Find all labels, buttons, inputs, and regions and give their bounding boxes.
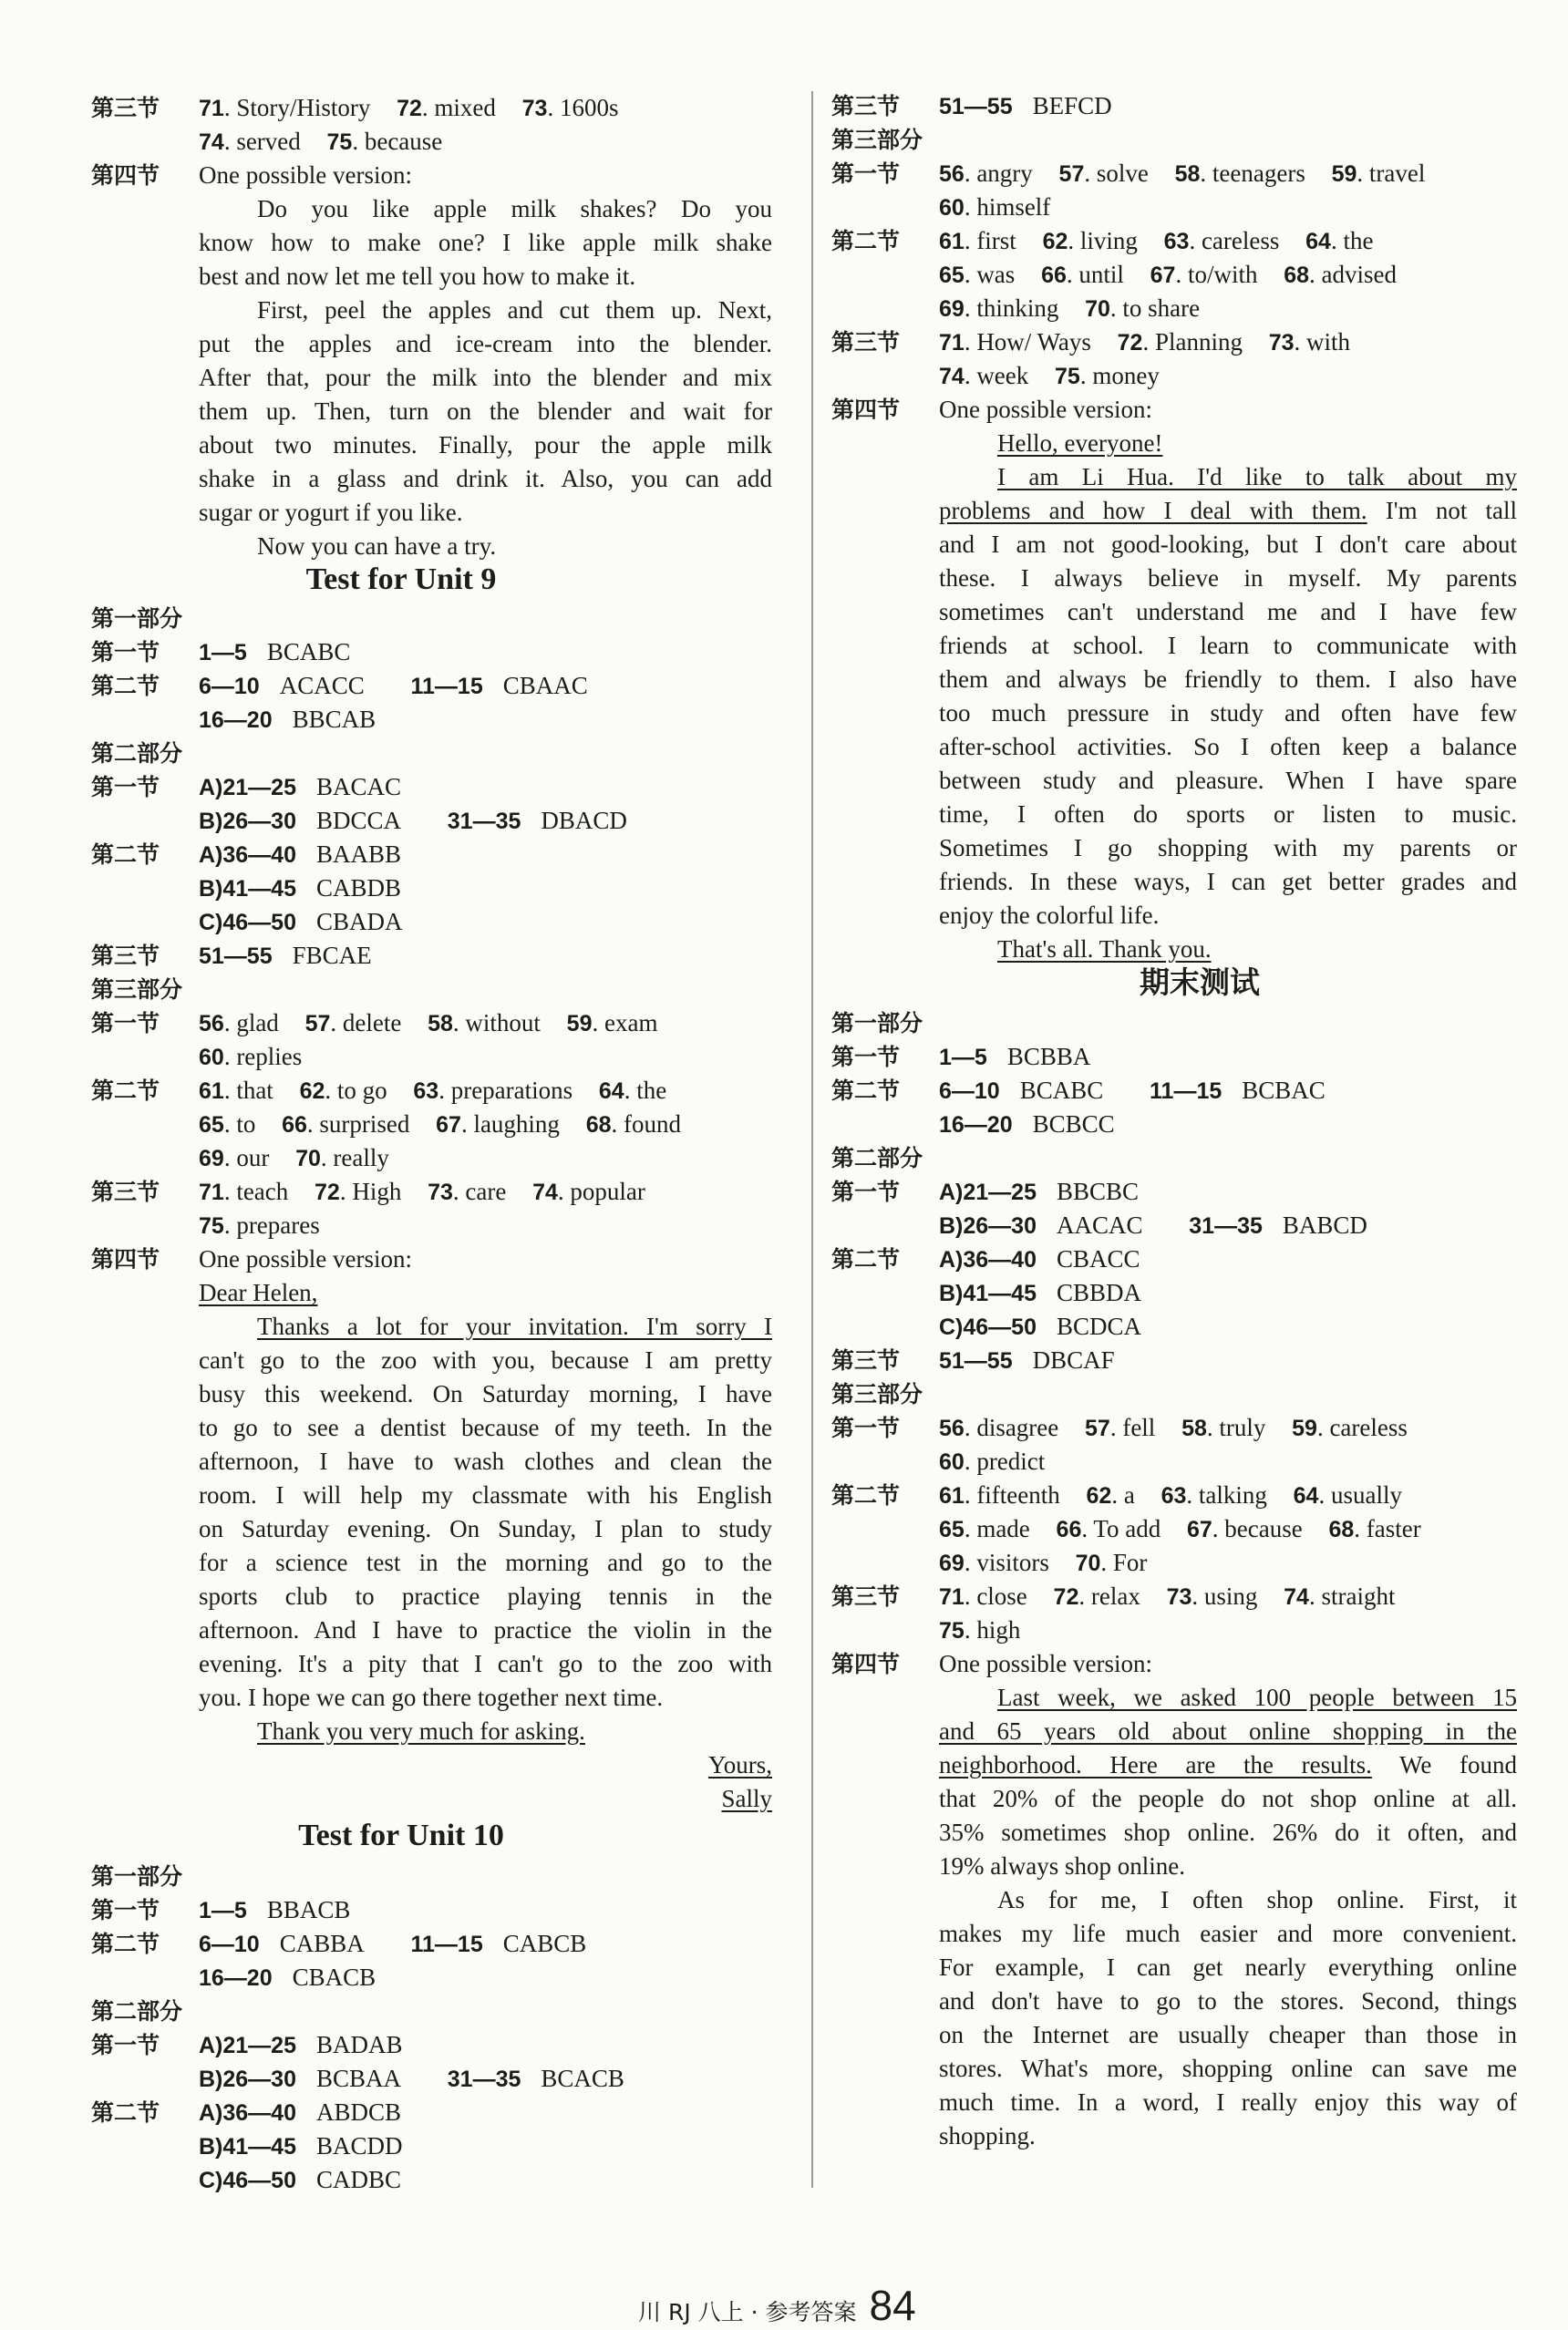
answer-row: 51—55 FBCAE xyxy=(199,942,372,969)
answer-row: 第二节 xyxy=(831,1246,901,1273)
answer-row: 6—10 BCABC 11—15 BCBAC xyxy=(939,1077,1326,1104)
answer-row: 第一节 xyxy=(91,2032,160,2058)
answer-row: 第二节 xyxy=(91,1931,160,1957)
answer-row: 74. served 75. because xyxy=(199,128,443,155)
part-label: 第三部分 xyxy=(831,127,923,153)
answer-row: 56. disagree 57. fell 58. truly 59. careless xyxy=(939,1414,1408,1441)
answer-row: B)41—45 CABDB xyxy=(199,874,402,902)
answer-row: 第三节 xyxy=(831,93,901,119)
answer-row: A)21—25 BACAC xyxy=(199,773,402,800)
answer-row: C)46—50 CBADA xyxy=(199,908,403,935)
answer-row: 60. predict xyxy=(939,1448,1046,1475)
answer-row: 第一节 xyxy=(831,1044,901,1070)
speech-line: Sometimes I go shopping with my parents or xyxy=(939,834,1517,861)
essay-line: shopping. xyxy=(939,2122,1036,2150)
answer-row: 61. fifteenth 62. a 63. talking 64. usually xyxy=(939,1481,1402,1509)
answer-row: 第二节 xyxy=(91,1077,160,1104)
letter-greeting: Dear Helen, xyxy=(199,1279,318,1306)
section-title: 期末测试 xyxy=(1140,964,1260,1000)
letter-line: afternoon. And I have to practice the violin in the xyxy=(199,1616,772,1644)
essay-line: makes my life much easier and more convenient. xyxy=(939,1920,1517,1947)
letter-line: for a science test in the morning and go to the xyxy=(199,1549,772,1576)
letter-line: to go to see a dentist because of my teeth. In the xyxy=(199,1414,772,1441)
footer-label: 川 RJ 八上 · 参考答案 xyxy=(638,2299,857,2325)
section-label: 第四节 xyxy=(831,397,901,423)
answer-row: 69. thinking 70. to share xyxy=(939,294,1201,322)
answer-row: A)21—25 BBCBC xyxy=(939,1178,1140,1205)
letter-line: evening. It's a pity that I can't go to the zoo with xyxy=(199,1650,772,1677)
answer-row: 51—55 DBCAF xyxy=(939,1346,1115,1374)
answer-row: A)36—40 BAABB xyxy=(199,840,402,868)
essay-line: on the Internet are usually cheaper than those in xyxy=(939,2021,1517,2048)
answer-row: 第一节 xyxy=(91,774,160,800)
speech-line: friends at school. I learn to communicate with xyxy=(939,632,1517,659)
column-divider xyxy=(811,91,813,2188)
answer-row: 69. visitors 70. For xyxy=(939,1549,1148,1576)
section-label: 第四节 xyxy=(91,162,160,189)
answer-row: 第二节 xyxy=(91,841,160,868)
answer-row: 第二节 xyxy=(831,228,901,254)
answer-row: 第二节 xyxy=(91,673,160,699)
essay-line: put the apples and ice-cream into the blender. xyxy=(199,330,772,357)
speech-line: them and always be friendly to them. I also have xyxy=(939,665,1517,693)
part-label: 第三部分 xyxy=(91,976,183,1003)
section-title: Test for Unit 10 xyxy=(298,1819,504,1852)
answer-row: 69. our 70. really xyxy=(199,1144,389,1171)
answer-row: 6—10 ACACC 11—15 CBAAC xyxy=(199,672,588,699)
answer-row: 第三节 xyxy=(831,329,901,356)
answer-row: 56. glad 57. delete 58. without 59. exam xyxy=(199,1009,658,1036)
answer-row: B)41—45 BACDD xyxy=(199,2132,403,2160)
speech-line: I am Li Hua. I'd like to talk about my xyxy=(997,463,1517,490)
section-label: 第四节 xyxy=(831,1651,901,1677)
essay-intro: One possible version: xyxy=(939,396,1152,423)
section-label: 第四节 xyxy=(91,1246,160,1273)
answer-row: 51—55 BEFCD xyxy=(939,92,1112,119)
letter-line: on Saturday evening. On Sunday, I plan to study xyxy=(199,1515,772,1542)
part-label: 第二部分 xyxy=(91,740,183,767)
essay-line: stores. What's more, shopping online can save me xyxy=(939,2055,1517,2082)
letter-signature: Sally xyxy=(721,1785,772,1812)
essay-line: sugar or yogurt if you like. xyxy=(199,499,463,526)
essay-line: best and now let me tell you how to make it. xyxy=(199,263,636,290)
essay-line: that 20% of the people do not shop online at all. xyxy=(939,1785,1517,1812)
answer-row: A)21—25 BADAB xyxy=(199,2031,403,2058)
answer-row: 16—20 CBACB xyxy=(199,1964,377,1991)
answer-row: B)26—30 BDCCA 31—35 DBACD xyxy=(199,807,627,834)
speech-line: between study and pleasure. When I have spare xyxy=(939,767,1517,794)
essay-line: know how to make one? I like apple milk shake xyxy=(199,229,772,256)
answer-row: 71. Story/History 72. mixed 73. 1600s xyxy=(199,94,619,121)
page-number: 84 xyxy=(869,2282,916,2329)
part-label: 第一部分 xyxy=(91,1863,183,1890)
answer-row: 第三节 xyxy=(91,943,160,969)
letter-signoff: Yours, xyxy=(707,1751,772,1778)
speech-closing: That's all. Thank you. xyxy=(997,935,1212,963)
answer-row: 16—20 BCBCC xyxy=(939,1110,1115,1138)
essay-line: 35% sometimes shop online. 26% do it often, and xyxy=(939,1819,1517,1846)
speech-line: sometimes can't understand me and I have few xyxy=(939,598,1517,625)
essay-line: After that, pour the milk into the blender and mix xyxy=(199,364,772,391)
answer-row: 第一节 xyxy=(831,1179,901,1205)
answer-row: 第一节 xyxy=(831,160,901,187)
letter-line: Thank you very much for asking. xyxy=(257,1717,585,1745)
essay-intro: One possible version: xyxy=(199,161,412,189)
answer-row: 16—20 BBCAB xyxy=(199,706,377,733)
letter-line: busy this weekend. On Saturday morning, I have xyxy=(199,1380,772,1407)
answer-row: 第三节 xyxy=(91,1179,160,1205)
answer-row: 第一节 xyxy=(91,639,160,665)
answer-row: B)26—30 AACAC 31—35 BABCD xyxy=(939,1211,1367,1239)
speech-line: after-school activities. So I often keep a balance xyxy=(939,733,1517,760)
speech-line: problems and how I deal with them. I'm not tall xyxy=(939,497,1517,524)
answer-row: 75. prepares xyxy=(199,1211,320,1239)
answer-row: 第二节 xyxy=(831,1482,901,1509)
answer-row: 第一节 xyxy=(91,1897,160,1923)
speech-line: enjoy the colorful life. xyxy=(939,902,1160,929)
speech-greeting: Hello, everyone! xyxy=(997,429,1163,457)
answer-row: A)36—40 ABDCB xyxy=(199,2098,402,2126)
speech-line: too much pressure in study and often have few xyxy=(939,699,1517,727)
essay-intro: One possible version: xyxy=(199,1245,412,1273)
answer-row: 65. was 66. until 67. to/with 68. advised xyxy=(939,261,1398,288)
answer-row: 第二节 xyxy=(91,2099,160,2126)
essay-line: For example, I can get nearly everything online xyxy=(939,1954,1517,1981)
essay-line: As for me, I often shop online. First, it xyxy=(997,1886,1517,1913)
essay-line: First, peel the apples and cut them up. Next, xyxy=(257,296,772,324)
answer-row: 61. that 62. to go 63. preparations 64. the xyxy=(199,1077,667,1104)
answer-row: 60. replies xyxy=(199,1043,303,1070)
answer-row: B)26—30 BCBAA 31—35 BCACB xyxy=(199,2065,624,2092)
essay-line: neighborhood. Here are the results. We found xyxy=(939,1751,1518,1778)
part-label: 第一部分 xyxy=(91,605,183,632)
answer-row: 第一节 xyxy=(831,1415,901,1441)
answer-row: C)46—50 CADBC xyxy=(199,2166,402,2193)
page-footer xyxy=(638,2281,916,2330)
part-label: 第三部分 xyxy=(831,1381,923,1407)
essay-line: 19% always shop online. xyxy=(939,1852,1185,1880)
answer-row: B)41—45 CBBDA xyxy=(939,1279,1142,1306)
answer-row: A)36—40 CBACC xyxy=(939,1245,1140,1273)
letter-line: sports club to practice playing tennis in the xyxy=(199,1583,772,1610)
section-title: Test for Unit 9 xyxy=(305,562,497,596)
answer-row: 6—10 CABBA 11—15 CABCB xyxy=(199,1930,587,1957)
answer-row: 71. How/ Ways 72. Planning 73. with xyxy=(939,328,1351,356)
answer-row: 71. close 72. relax 73. using 74. straight xyxy=(939,1583,1396,1610)
speech-line: and I am not good-looking, but I don't care about xyxy=(939,531,1517,558)
answer-row: 第一节 xyxy=(91,1010,160,1036)
speech-line: these. I always believe in myself. My parents xyxy=(939,564,1517,592)
answer-row: 1—5 BCABC xyxy=(199,638,351,665)
answer-row: 第二节 xyxy=(831,1077,901,1104)
letter-line: can't go to the zoo with you, because I am pretty xyxy=(199,1346,772,1374)
answer-row: C)46—50 BCDCA xyxy=(939,1313,1142,1340)
essay-line: much time. In a word, I really enjoy this way of xyxy=(939,2088,1517,2116)
part-label: 第一部分 xyxy=(831,1010,923,1036)
answer-row: 第三节 xyxy=(831,1583,901,1610)
essay-line: and don't have to go to the stores. Second, things xyxy=(939,1987,1517,2015)
letter-line: afternoon, I have to wash clothes and clean the xyxy=(199,1448,772,1475)
answer-row: 1—5 BBACB xyxy=(199,1896,351,1923)
speech-line: time, I often do sports or listen to music. xyxy=(939,800,1517,828)
speech-line: friends. In these ways, I can get better grades and xyxy=(939,868,1517,895)
letter-line: you. I hope we can go there together next time. xyxy=(199,1684,664,1711)
answer-row: 56. angry 57. solve 58. teenagers 59. travel xyxy=(939,160,1426,187)
answer-row: 60. himself xyxy=(939,193,1051,221)
essay-line: about two minutes. Finally, pour the apple milk xyxy=(199,431,772,459)
essay-line: Do you like apple milk shakes? Do you xyxy=(257,195,772,222)
essay-intro: One possible version: xyxy=(939,1650,1152,1677)
answer-row: 第三节 xyxy=(831,1347,901,1374)
answer-row: 74. week 75. money xyxy=(939,362,1160,389)
essay-line: Last week, we asked 100 people between 15 xyxy=(997,1684,1517,1711)
essay-line: and 65 years old about online shopping in the xyxy=(939,1717,1517,1745)
answer-row: 1—5 BCBBA xyxy=(939,1043,1091,1070)
essay-line: them up. Then, turn on the blender and wait for xyxy=(199,397,772,425)
answer-row: 75. high xyxy=(939,1616,1021,1644)
answer-row: 65. made 66. To add 67. because 68. faster xyxy=(939,1515,1421,1542)
letter-line: Thanks a lot for your invitation. I'm sorry I xyxy=(257,1313,772,1340)
answer-row: 71. teach 72. High 73. care 74. popular xyxy=(199,1178,645,1205)
answer-row: 第三节 xyxy=(91,95,160,121)
answer-row: 61. first 62. living 63. careless 64. the xyxy=(939,227,1374,254)
part-label: 第二部分 xyxy=(91,1998,183,2025)
answer-row: 65. to 66. surprised 67. laughing 68. found xyxy=(199,1110,681,1138)
letter-line: room. I will help my classmate with his English xyxy=(199,1481,772,1509)
essay-line: Now you can have a try. xyxy=(257,532,497,560)
essay-line: shake in a glass and drink it. Also, you can add xyxy=(199,465,772,492)
part-label: 第二部分 xyxy=(831,1145,923,1171)
